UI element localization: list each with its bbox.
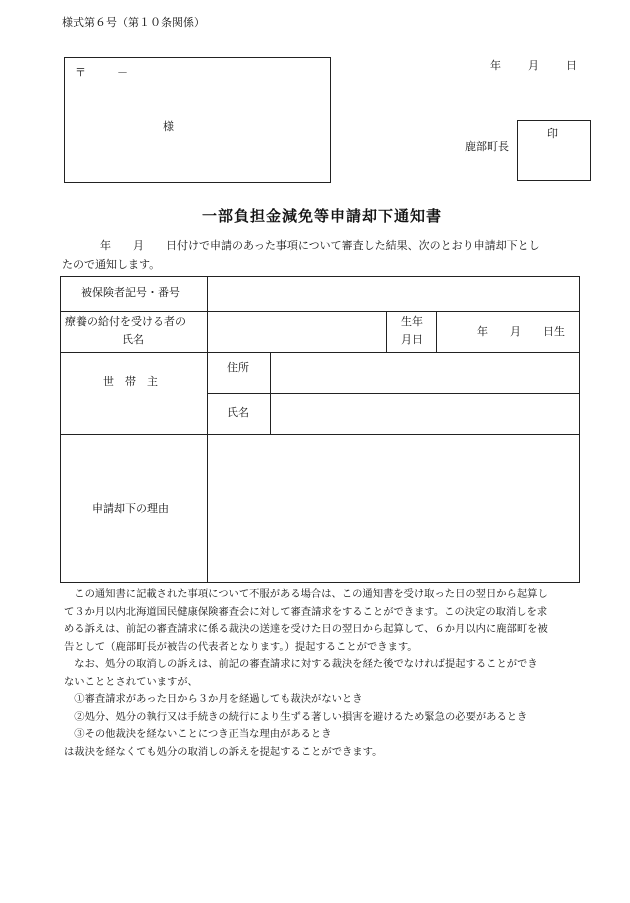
honorific: 様 <box>163 120 174 133</box>
note-line: める訴えは、前記の審査請求に係る裁決の送達を受けた日の翌日から起算して、６か月以内に鹿部町を被 <box>64 623 548 635</box>
intro-line-2: たので通知します。 <box>62 258 161 271</box>
note-line: て３か月以内北海道国民健康保険審査会に対して審査請求をすることができます。この決定の取消しを求 <box>64 605 548 618</box>
row-divider <box>60 311 580 312</box>
note-line: 告として（鹿部町長が被告の代表者となります。）提起することができます。 <box>64 640 418 653</box>
form-number: 様式第６号（第１０条関係） <box>62 16 205 29</box>
household-head-label: 世 帯 主 <box>103 375 158 388</box>
note-line: ②処分、処分の執行又は手続きの続行により生ずる著しい損害を避けるため緊急の必要があるとき <box>64 710 528 723</box>
birth-value: 年 月 日生 <box>477 325 565 338</box>
note-line: は裁決を経なくても処分の取消しの訴えを提起することができます。 <box>64 745 383 758</box>
intro-line-1: 年 月 日付けで申請のあった事項について審査した結果、次のとおり申請却下とし <box>100 239 540 252</box>
note-line: ③その他裁決を経ないことにつき正当な理由があるとき <box>64 728 332 740</box>
row-divider <box>60 352 580 353</box>
col-divider <box>436 311 437 352</box>
insured-number-label: 被保険者記号・番号 <box>81 286 180 299</box>
birth-label-2: 月日 <box>401 333 423 346</box>
address-label: 住所 <box>227 361 249 374</box>
name-label: 氏名 <box>227 406 249 419</box>
note-line: この通知書に記載された事項について不服がある場合は、この通知書を受け取った日の翌日から起算し <box>64 588 548 600</box>
recipient-label-1: 療養の給付を受ける者の <box>65 315 186 328</box>
col-divider <box>207 276 208 583</box>
postal-mark: 〒 <box>75 66 86 79</box>
notes-block <box>64 586 588 761</box>
address-box <box>64 57 331 183</box>
recipient-label-2: 氏名 <box>122 333 144 346</box>
date-month: 月 <box>528 59 539 72</box>
document-title: 一部負担金減免等申請却下通知書 <box>202 207 443 225</box>
reason-label: 申請却下の理由 <box>92 502 169 515</box>
note-line: なお、処分の取消しの訴えは、前記の審査請求に対する裁決を経た後でなければ提起することができ <box>64 658 538 670</box>
note-line: ①審査請求があった日から３か月を経過しても裁決がないとき <box>64 693 363 705</box>
birth-label-1: 生年 <box>401 315 423 328</box>
col-divider <box>386 311 387 352</box>
row-divider <box>60 434 580 435</box>
note-line: ないこととされていますが、 <box>64 675 198 688</box>
seal-label: 印 <box>547 127 558 140</box>
postal-dash: － <box>117 66 128 79</box>
date-year: 年 <box>490 59 501 72</box>
sender-title: 鹿部町長 <box>465 140 509 153</box>
seal-box <box>517 120 591 181</box>
col-divider <box>270 352 271 434</box>
date-day: 日 <box>566 59 577 72</box>
row-divider <box>207 393 580 394</box>
